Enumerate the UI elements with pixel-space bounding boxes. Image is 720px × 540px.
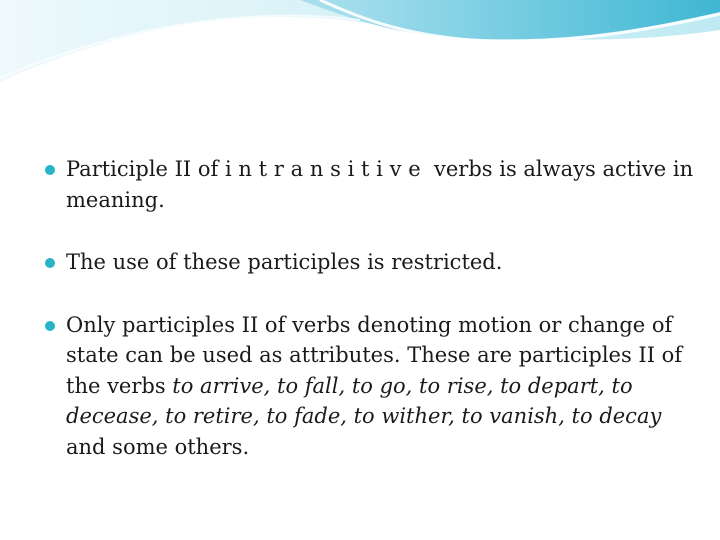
bullet-item [44,247,694,278]
bullet-dot-icon [45,258,55,268]
header-wave-decoration [0,0,720,90]
bullet-text: Participle II of [66,157,225,181]
bullet-list [44,154,694,462]
bullet-dot-icon [45,165,55,175]
bullet-dot-icon [45,321,55,331]
bullet-item [44,154,694,215]
bullet-text: The use of these participles is restricted. [66,250,503,274]
spaced-term: intransitive [225,157,428,181]
bullet-text: verbs is always active in meaning. [66,157,694,212]
bullet-text: and some others. [66,434,250,459]
bullet-item [44,310,694,463]
verb-examples: to arrive, to fall, to go, to rise, to depart, to decease, to retire, to fade, to wither, to vanish, to decay [66,373,662,428]
bullet-text: Only participles II of verbs denoting motion or change of state can be used as attributes. These are participles II of the verbs [66,312,683,398]
